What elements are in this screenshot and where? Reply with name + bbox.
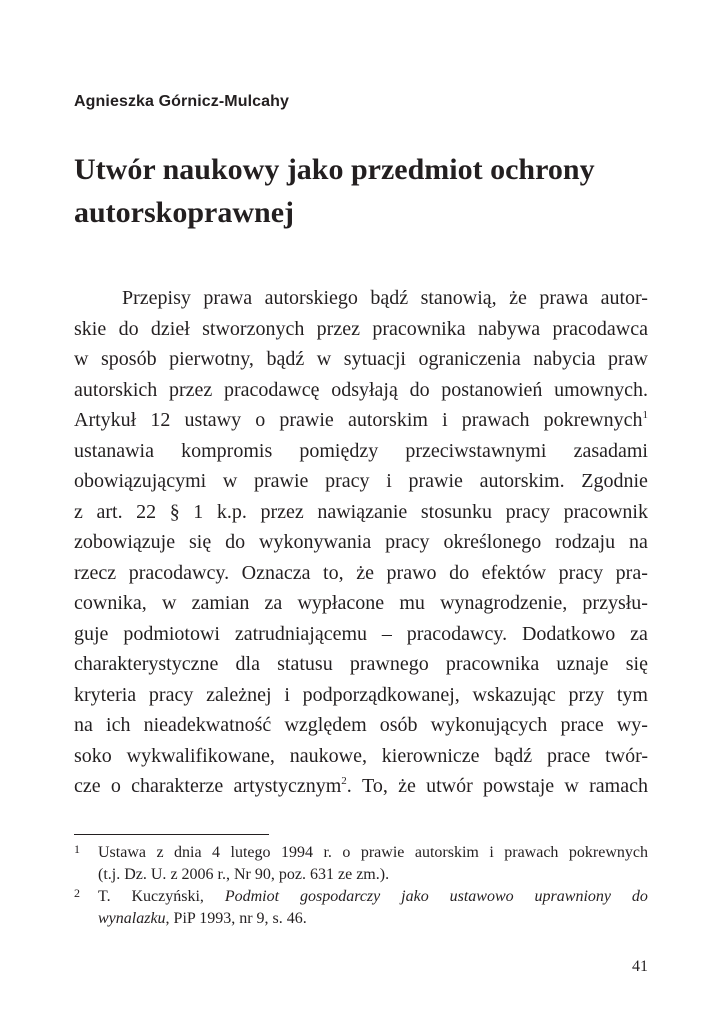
word: z — [74, 500, 83, 523]
word: U. — [150, 866, 167, 883]
word: wynagrodzenie, — [440, 592, 568, 614]
word: i — [386, 470, 392, 492]
word: efektów — [481, 561, 547, 584]
word: (t.j. — [98, 866, 121, 883]
footnote-1 — [74, 842, 648, 886]
word: 1 — [193, 500, 204, 523]
text-line — [74, 771, 648, 802]
word: prawach — [504, 844, 559, 861]
word: pracownika — [372, 317, 466, 340]
footnote-2 — [74, 886, 648, 930]
word: sposób — [101, 348, 157, 370]
word: 1994 — [280, 844, 313, 861]
word: że — [509, 287, 527, 309]
word: przez — [260, 500, 304, 523]
word: bądź — [494, 744, 533, 767]
text-line — [74, 741, 648, 772]
word: zatrudniającemu — [234, 622, 368, 645]
word: Podmiot — [224, 888, 280, 905]
footnotes — [74, 842, 648, 930]
word: pracy — [558, 561, 604, 584]
word: wskazując — [472, 683, 556, 706]
word: wykonujących — [430, 714, 548, 736]
text-line — [74, 466, 648, 497]
word: Przepisy — [122, 287, 191, 309]
word: odsyłają — [331, 378, 398, 401]
footnote-ref-2[interactable]: 2 — [341, 775, 347, 787]
word: cownika, — [74, 592, 147, 614]
word: prawie — [408, 470, 463, 492]
word: guje — [74, 622, 109, 645]
word: stworzonych — [202, 317, 305, 340]
word: przeciwstawnymi — [405, 439, 547, 462]
word: ramach — [589, 775, 648, 797]
word: określonego — [443, 531, 542, 553]
word: charakterystyczne — [74, 653, 219, 675]
footnote-number: 2 — [74, 886, 80, 900]
word: w — [74, 348, 89, 370]
word: kierownicze — [381, 744, 480, 767]
word: pracodawca — [552, 317, 648, 340]
word: nieadekwatność — [143, 714, 272, 736]
word: jako — [401, 888, 429, 905]
word: statusu — [277, 653, 333, 675]
word: zobowiązuje — [74, 531, 176, 553]
word: wypłacone — [297, 592, 385, 614]
word: w — [161, 592, 177, 614]
word: pracownik — [563, 500, 648, 523]
word: charakterze — [131, 775, 224, 797]
word: i — [284, 683, 290, 706]
text-line — [74, 314, 648, 345]
word: ustawy — [184, 409, 242, 431]
word: soko — [74, 744, 112, 767]
title-line-1: Utwór naukowy jako przedmiot ochrony — [74, 153, 595, 186]
footnote-2-line-1 — [98, 886, 648, 908]
word: Oznacza — [241, 561, 311, 584]
word: gospodarczy — [299, 888, 381, 905]
word: względem — [284, 714, 367, 736]
word: w — [316, 348, 332, 370]
word: podporządkowanej, — [302, 683, 460, 706]
word: to, — [323, 561, 344, 584]
word: postanowień — [441, 378, 543, 401]
word: do — [449, 561, 470, 584]
word: do — [631, 888, 648, 905]
word: Kuczyński, — [131, 888, 204, 905]
text-line — [74, 527, 648, 558]
word: k.p. — [216, 500, 247, 523]
word: Zgodnie — [581, 470, 648, 492]
word: że — [398, 775, 416, 797]
word: 90, — [254, 866, 275, 883]
word: za — [264, 592, 283, 614]
word: pracodawcy. — [128, 561, 230, 584]
word: autorskim. — [479, 470, 565, 492]
word: że — [356, 561, 374, 584]
word: – — [381, 622, 392, 645]
word: 631 — [310, 866, 334, 883]
body-paragraph — [74, 283, 648, 802]
word: podmiotowi — [123, 622, 220, 645]
footnote-2-title-end: wynalazku — [98, 910, 166, 927]
word: wykwalifikowane, — [126, 744, 275, 767]
word: zależnej — [206, 683, 272, 706]
word: do — [409, 378, 430, 401]
word: się — [188, 531, 212, 553]
chapter-title — [74, 148, 664, 234]
word: prawie — [279, 409, 334, 431]
word: Dz. — [124, 866, 147, 883]
word: na — [74, 714, 93, 736]
word: dla — [235, 653, 260, 675]
word: się — [625, 653, 648, 675]
word: pokrewnych$^1$ — [543, 409, 648, 431]
word: pomiędzy — [299, 439, 379, 462]
word: naukowe, — [289, 744, 367, 767]
text-line — [74, 619, 648, 650]
word: rzecz — [74, 561, 117, 584]
word: prawa — [539, 287, 589, 309]
word: i — [489, 844, 494, 861]
word: 2006 — [181, 866, 214, 883]
word: prawnego — [349, 653, 429, 675]
text-line — [74, 344, 648, 375]
text-line — [74, 497, 648, 528]
word: Artykuł — [74, 409, 137, 431]
word: ich — [106, 714, 131, 736]
word: cze — [74, 775, 101, 797]
word: stosunku — [420, 500, 492, 523]
word: w — [564, 775, 579, 797]
word: prawa — [203, 287, 253, 309]
word: ustawowo — [449, 888, 514, 905]
word: zm.). — [356, 866, 390, 883]
word: § — [169, 500, 180, 523]
word: nabycia — [533, 348, 596, 370]
word: przez — [316, 317, 360, 340]
text-line — [74, 649, 648, 680]
word: tym — [616, 683, 648, 706]
footnote-ref-1[interactable]: 1 — [642, 409, 648, 421]
text-line — [74, 405, 648, 436]
word: ograniczenia — [418, 348, 521, 370]
word: w — [222, 470, 238, 492]
word: obowiązującymi — [74, 470, 207, 492]
text-line — [74, 710, 648, 741]
word: praw — [608, 348, 648, 370]
word: nawiązanie — [317, 500, 408, 523]
word: wykonywania — [259, 531, 372, 553]
word: lutego — [230, 844, 271, 861]
word: pracy — [148, 683, 194, 706]
word: 22 — [136, 500, 157, 523]
word: ustanawia — [74, 439, 154, 462]
word: pracodawcę — [224, 378, 320, 401]
word: Dodatkowo — [521, 622, 616, 645]
word: zamian — [191, 592, 250, 614]
word: r. — [323, 844, 332, 861]
word: za — [630, 622, 648, 645]
word: pracy — [325, 470, 370, 492]
word: pracy — [505, 500, 550, 523]
footnote-1-line-2 — [98, 864, 648, 886]
footnote-2-line-2 — [98, 908, 648, 930]
word: nabywa — [477, 317, 541, 340]
text-line — [74, 375, 648, 406]
word: przysłu- — [582, 592, 648, 614]
word: bądź — [266, 348, 305, 370]
text-line — [74, 436, 648, 467]
word: skie — [74, 317, 107, 340]
word: o — [255, 409, 266, 431]
word: umownych. — [554, 378, 648, 401]
text-line — [74, 588, 648, 619]
word: stanowią, — [420, 287, 497, 309]
word: uznaje — [556, 653, 609, 675]
title-line-2: autorskoprawnej — [74, 196, 295, 229]
word: dnia — [174, 844, 202, 861]
footnote-separator — [74, 834, 269, 835]
word: sytuacji — [343, 348, 406, 370]
word: utwór — [426, 775, 473, 797]
word: autor- — [600, 287, 648, 309]
word: prawie — [254, 470, 309, 492]
footnote-2-source: , PiP 1993, nr 9, s. 46. — [165, 910, 307, 927]
word: ze — [338, 866, 353, 883]
text-line — [74, 680, 648, 711]
word: do — [118, 317, 139, 340]
word: prawie — [360, 844, 405, 861]
word: art. — [96, 500, 123, 523]
word: pracownika — [445, 653, 540, 675]
word: autorskich — [74, 378, 158, 401]
word: kryteria — [74, 683, 137, 706]
word: o — [342, 844, 351, 861]
word: pierwotny, — [169, 348, 254, 370]
word: prawo — [386, 561, 437, 584]
word: przez — [169, 378, 213, 401]
word: bądź — [370, 287, 409, 309]
word: mu — [399, 592, 425, 614]
word: T. — [98, 888, 111, 905]
word: powstaje — [483, 775, 555, 797]
word: dzieł — [150, 317, 190, 340]
word: autorskim — [414, 844, 479, 861]
word: r., — [217, 866, 230, 883]
word: o — [110, 775, 121, 797]
word: poz. — [278, 866, 306, 883]
word: pokrewnych — [568, 844, 648, 861]
word: 4 — [212, 844, 221, 861]
word: wy- — [616, 714, 648, 736]
footnote-1-line-1 — [98, 842, 648, 864]
word: pracy — [385, 531, 430, 553]
word: To, — [362, 775, 388, 797]
author-name: Agnieszka Górnicz-Mulcahy — [74, 93, 289, 110]
word: twór- — [605, 744, 648, 767]
word: Ustawa — [98, 844, 146, 861]
word: do — [225, 531, 246, 553]
word: z — [156, 844, 164, 861]
word: artystycznym$^2$. — [233, 775, 352, 797]
word: zasadami — [573, 439, 648, 462]
word: prawach — [461, 409, 530, 431]
word: pra- — [615, 561, 648, 584]
word: rodzaju — [555, 531, 616, 553]
word: uprawniony — [534, 888, 611, 905]
word: z — [170, 866, 178, 883]
word: Nr — [234, 866, 251, 883]
word: pracodawcy. — [406, 622, 508, 645]
word: 12 — [150, 409, 171, 431]
word: prace — [546, 744, 591, 767]
page-number: 41 — [632, 958, 648, 975]
word: autorskiego — [264, 287, 358, 309]
word: na — [629, 531, 648, 553]
word: kompromis — [181, 439, 273, 462]
word: osób — [379, 714, 418, 736]
text-line — [74, 283, 648, 314]
word: przy — [568, 683, 605, 706]
word: prace — [560, 714, 604, 736]
word: i — [442, 409, 448, 431]
text-line — [74, 558, 648, 589]
word: autorskim — [347, 409, 428, 431]
footnote-number: 1 — [74, 842, 80, 856]
